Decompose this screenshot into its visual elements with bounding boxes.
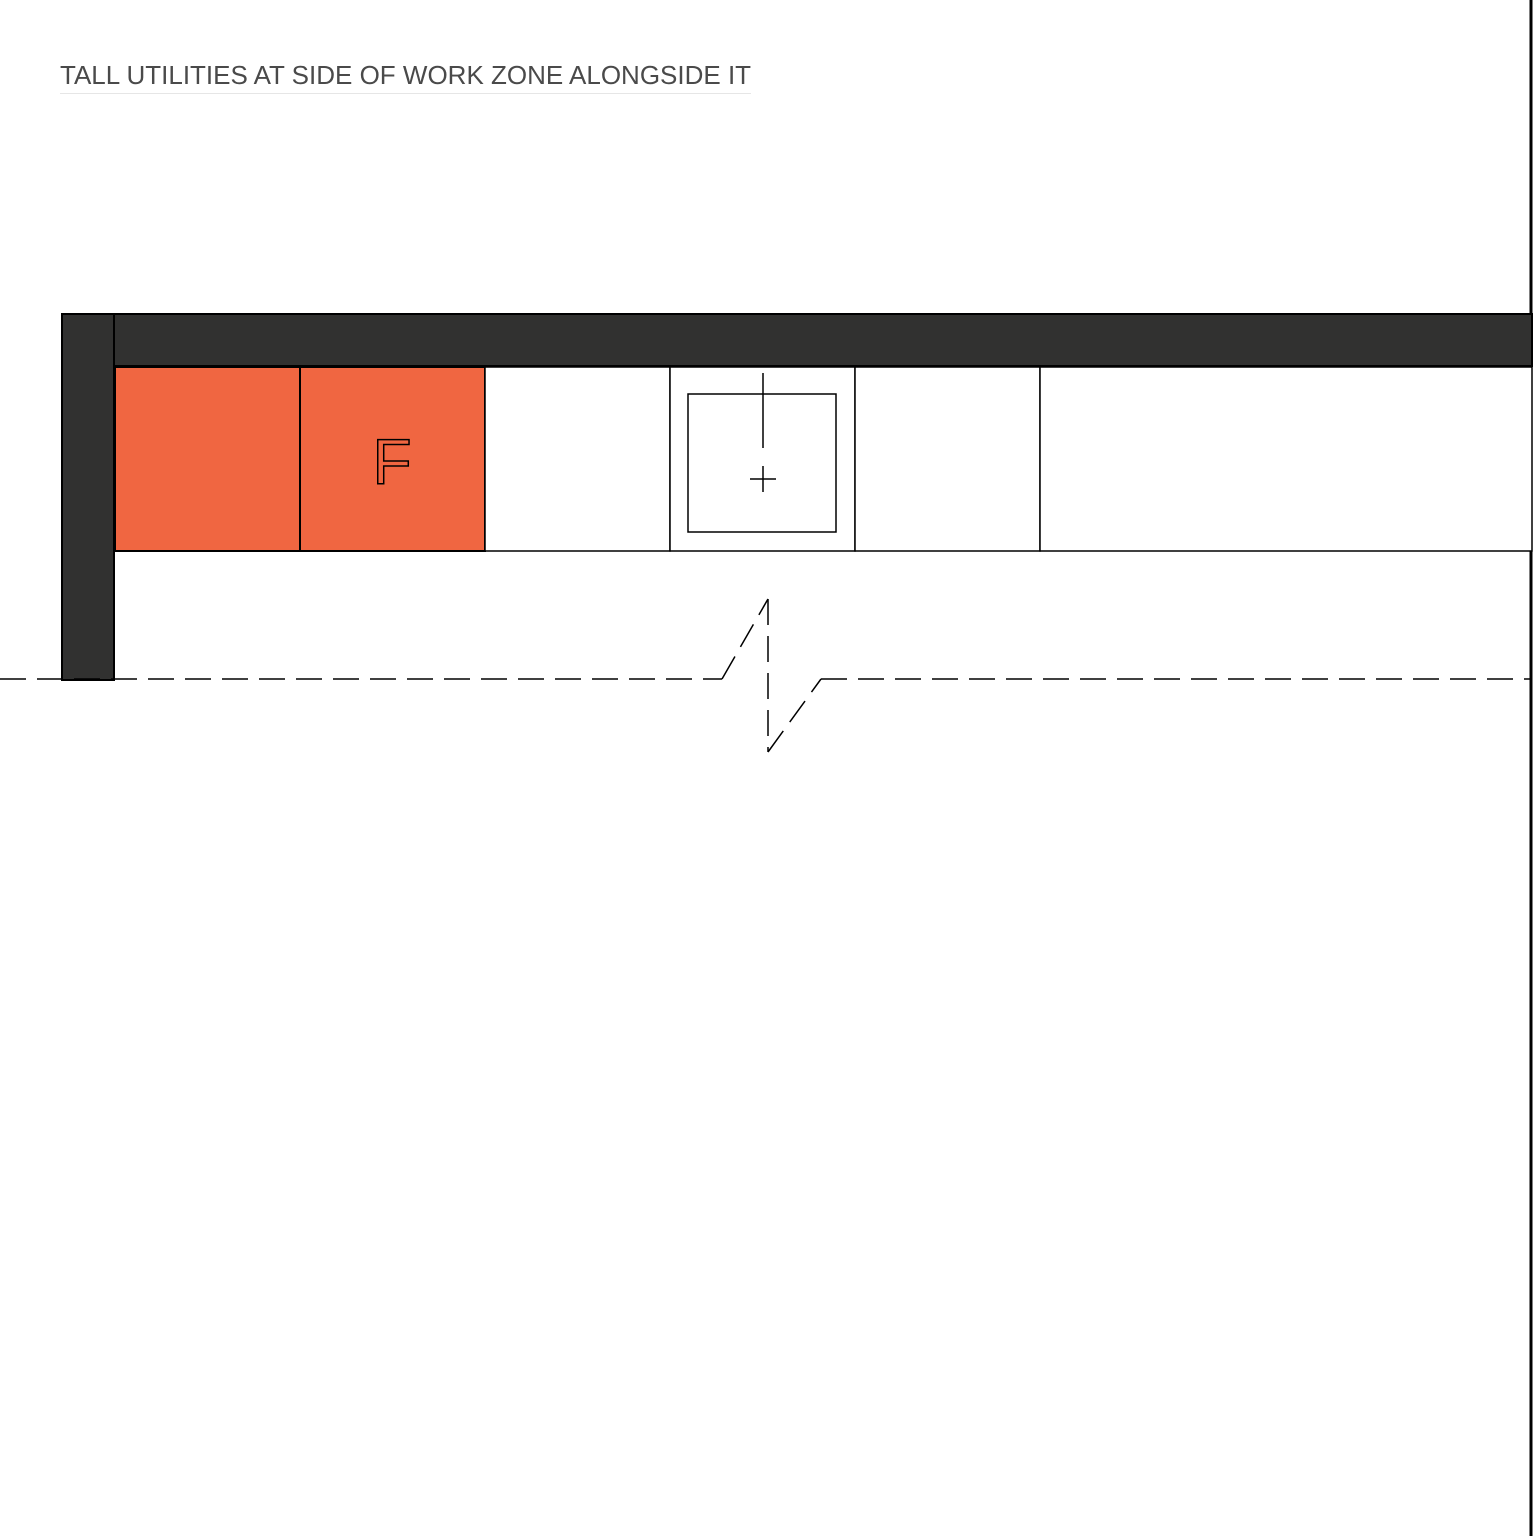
base-unit-3 [1040, 367, 1532, 551]
base-unit-2 [855, 367, 1040, 551]
break-line-icon [0, 599, 1531, 752]
break-line-down [768, 679, 821, 752]
fridge-label: F [372, 426, 412, 498]
wall-top [62, 314, 1532, 366]
tall-unit-1 [115, 367, 300, 551]
base-unit-1 [485, 367, 670, 551]
break-line-up [722, 599, 768, 679]
page-title: TALL UTILITIES AT SIDE OF WORK ZONE ALONGSIDE IT [60, 60, 751, 94]
wall-left [62, 314, 114, 680]
